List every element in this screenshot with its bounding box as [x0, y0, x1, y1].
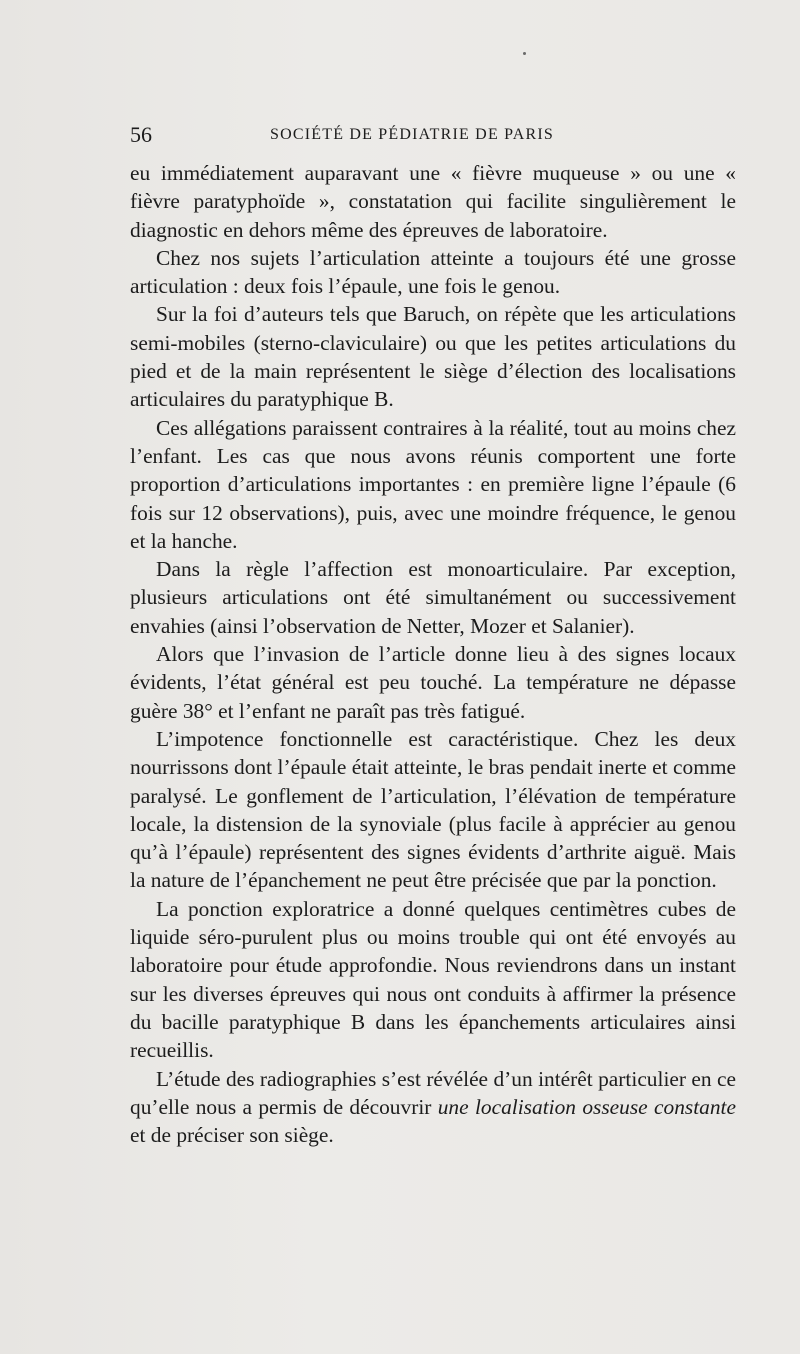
paragraph: Alors que l’invasion de l’article donne lieu à des signes locaux évidents, l’état général est peu touché. La température ne dépasse guère 38° et l’enfant ne paraît pas très fatigué. [130, 642, 736, 723]
text-run: L’étude des radiographies s’est révélée d’un intérêt particulier en ce qu’elle nous a permis de découvrir [130, 1066, 736, 1119]
paragraph: L’impotence fonctionnelle est caractéristique. Chez les deux nourrissons dont l’épaule était atteinte, le bras pendait inerte et comme paralysé. Le gonflement de l’articulation, l’élévation de température locale, la distension de la synoviale (plus facile à apprécier au genou qu’à l’épaule) représentent des signes évidents d’arthrite aiguë. Mais la nature de l’épanchement ne peut être précisée que par la ponction. [130, 726, 736, 893]
paragraph: eu immédiatement auparavant une « fièvre muqueuse » ou une « fièvre paratyphoïde », constatation qui facilite singulièrement le diagnostic en dehors même des épreuves de laboratoire. [130, 161, 736, 242]
paragraph-last [130, 1065, 736, 1150]
italic-emphasis: une localisation osseuse constante [437, 1094, 736, 1119]
paragraph: Sur la foi d’auteurs tels que Baruch, on répète que les articulations semi-mobiles (sterno-claviculaire) ou que les petites articulations du pied et de la main représentent le siège d’élection des localisations articulaires du paratyphique B. [130, 302, 736, 412]
ink-speck [523, 52, 526, 55]
paragraph: La ponction exploratrice a donné quelques centimètres cubes de liquide séro-purulent plus ou moins trouble qui ont été envoyés au laboratoire pour étude approfondie. Nous reviendrons dans un instant sur les diverses épreuves qui nous ont conduits à affirmer la présence du bacille paratyphique B dans les épanchements articulaires ainsi recueillis. [130, 896, 736, 1063]
page-number: 56 [130, 122, 152, 147]
body-text [130, 159, 736, 1149]
paragraph: Dans la règle l’affection est monoarticulaire. Par exception, plusieurs articulations ont été simultanément ou successivement envahies (ainsi l’observation de Netter, Mozer et Salanier). [130, 557, 736, 638]
text-run: et de préciser son siège. [130, 1123, 334, 1148]
page-header [130, 122, 736, 152]
paragraph: Ces allégations paraissent contraires à la réalité, tout au moins chez l’enfant. Les cas que nous avons réunis comportent une forte proportion d’articulations importantes : en première ligne l’épaule (6 fois sur 12 observations), puis, avec une moindre fréquence, le genou et la hanche. [130, 415, 736, 553]
running-head: SOCIÉTÉ DE PÉDIATRIE DE PARIS [270, 126, 554, 143]
paragraph: Chez nos sujets l’articulation atteinte a toujours été une grosse articulation : deux fois l’épaule, une fois le genou. [130, 245, 736, 299]
